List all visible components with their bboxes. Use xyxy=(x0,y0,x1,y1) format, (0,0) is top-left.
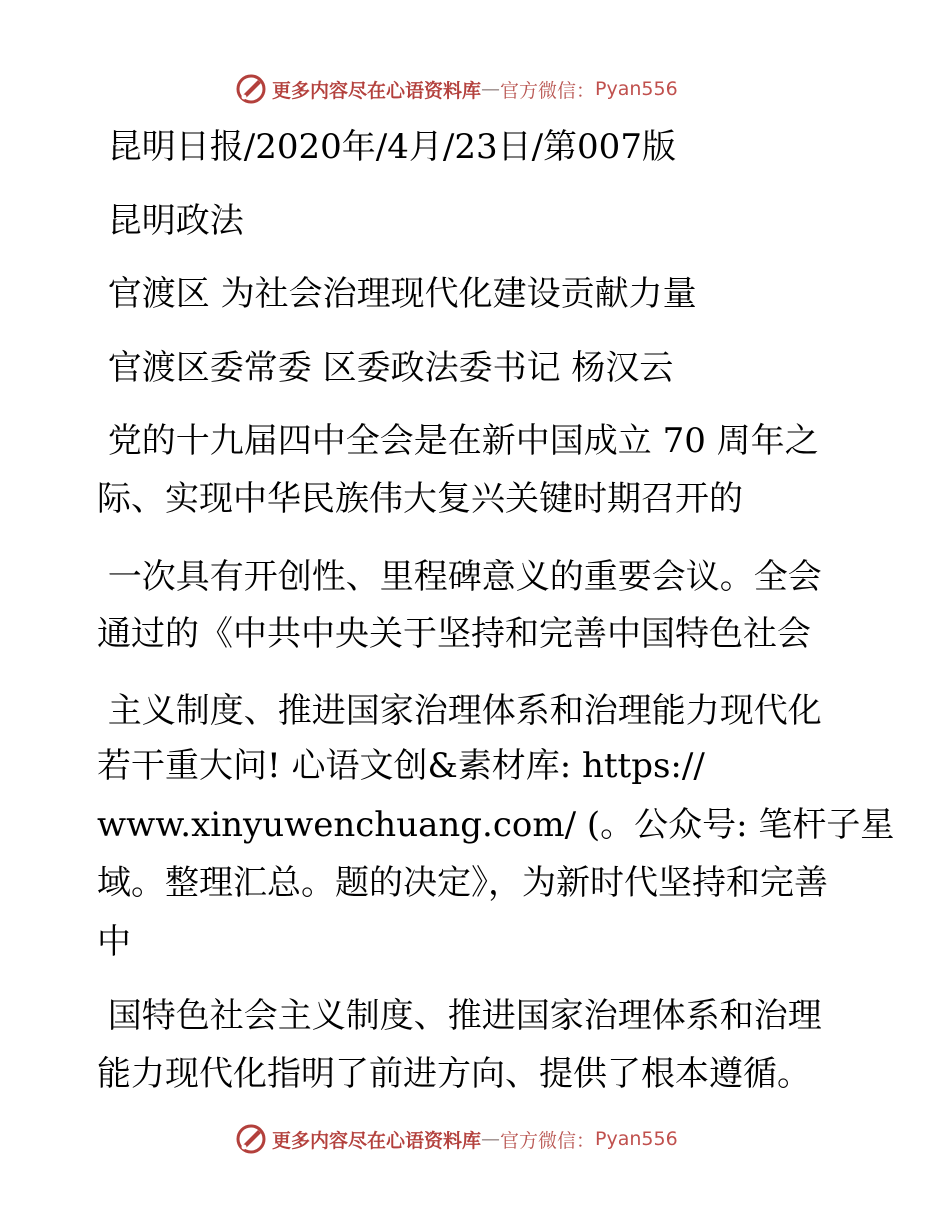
footer-watermark xyxy=(234,1121,754,1157)
doc-line-section: 昆明政法 xyxy=(97,201,244,241)
doc-line-body: www.xinyuwenchuang.com/ (。公众号: 笔杆子星 xyxy=(97,805,895,845)
doc-line-body: 能力现代化指明了前进方向、提供了根本遵循。 xyxy=(97,1054,811,1094)
doc-line-body: 中 xyxy=(97,922,131,962)
doc-line-title: 官渡区 为社会治理现代化建设贡献力量 xyxy=(97,274,697,314)
doc-line-body: 域。整理汇总。题的决定》，为新时代坚持和完善 xyxy=(97,863,828,903)
doc-line-body: 一次具有开创性、里程碑意义的重要会议。全会 xyxy=(97,557,822,597)
doc-line-body: 党的十九届四中全会是在新中国成立 70 周年之 xyxy=(97,421,819,461)
watermark-wechat-id: Pyan556 xyxy=(595,1128,678,1150)
watermark-label: 官方微信： xyxy=(500,1129,596,1152)
pen-swirl-logo-icon xyxy=(234,1122,268,1156)
header-watermark xyxy=(234,71,754,107)
watermark-wechat-id: Pyan556 xyxy=(595,78,678,100)
doc-line-body: 国特色社会主义制度、推进国家治理体系和治理 xyxy=(97,996,822,1036)
watermark-separator: — xyxy=(481,1128,501,1150)
doc-line-body: 通过的《中共中央关于坚持和完善中国特色社会 xyxy=(97,614,811,654)
doc-line-body: 若干重大问! 心语文创&素材库: https:// xyxy=(97,746,705,786)
doc-line-source: 昆明日报/2020年/4月/23日/第007版 xyxy=(97,127,676,167)
watermark-label: 官方微信： xyxy=(500,79,596,102)
doc-line-body: 际、实现中华民族伟大复兴关键时期召开的 xyxy=(97,479,743,519)
watermark-main-text: 更多内容尽在心语资料库 xyxy=(272,1129,482,1152)
watermark-main-text: 更多内容尽在心语资料库 xyxy=(272,79,482,102)
watermark-separator: — xyxy=(481,78,501,100)
doc-line-author: 官渡区委常委 区委政法委书记 杨汉云 xyxy=(97,348,674,388)
doc-line-body: 主义制度、推进国家治理体系和治理能力现代化 xyxy=(97,691,822,731)
pen-swirl-logo-icon xyxy=(234,72,268,106)
